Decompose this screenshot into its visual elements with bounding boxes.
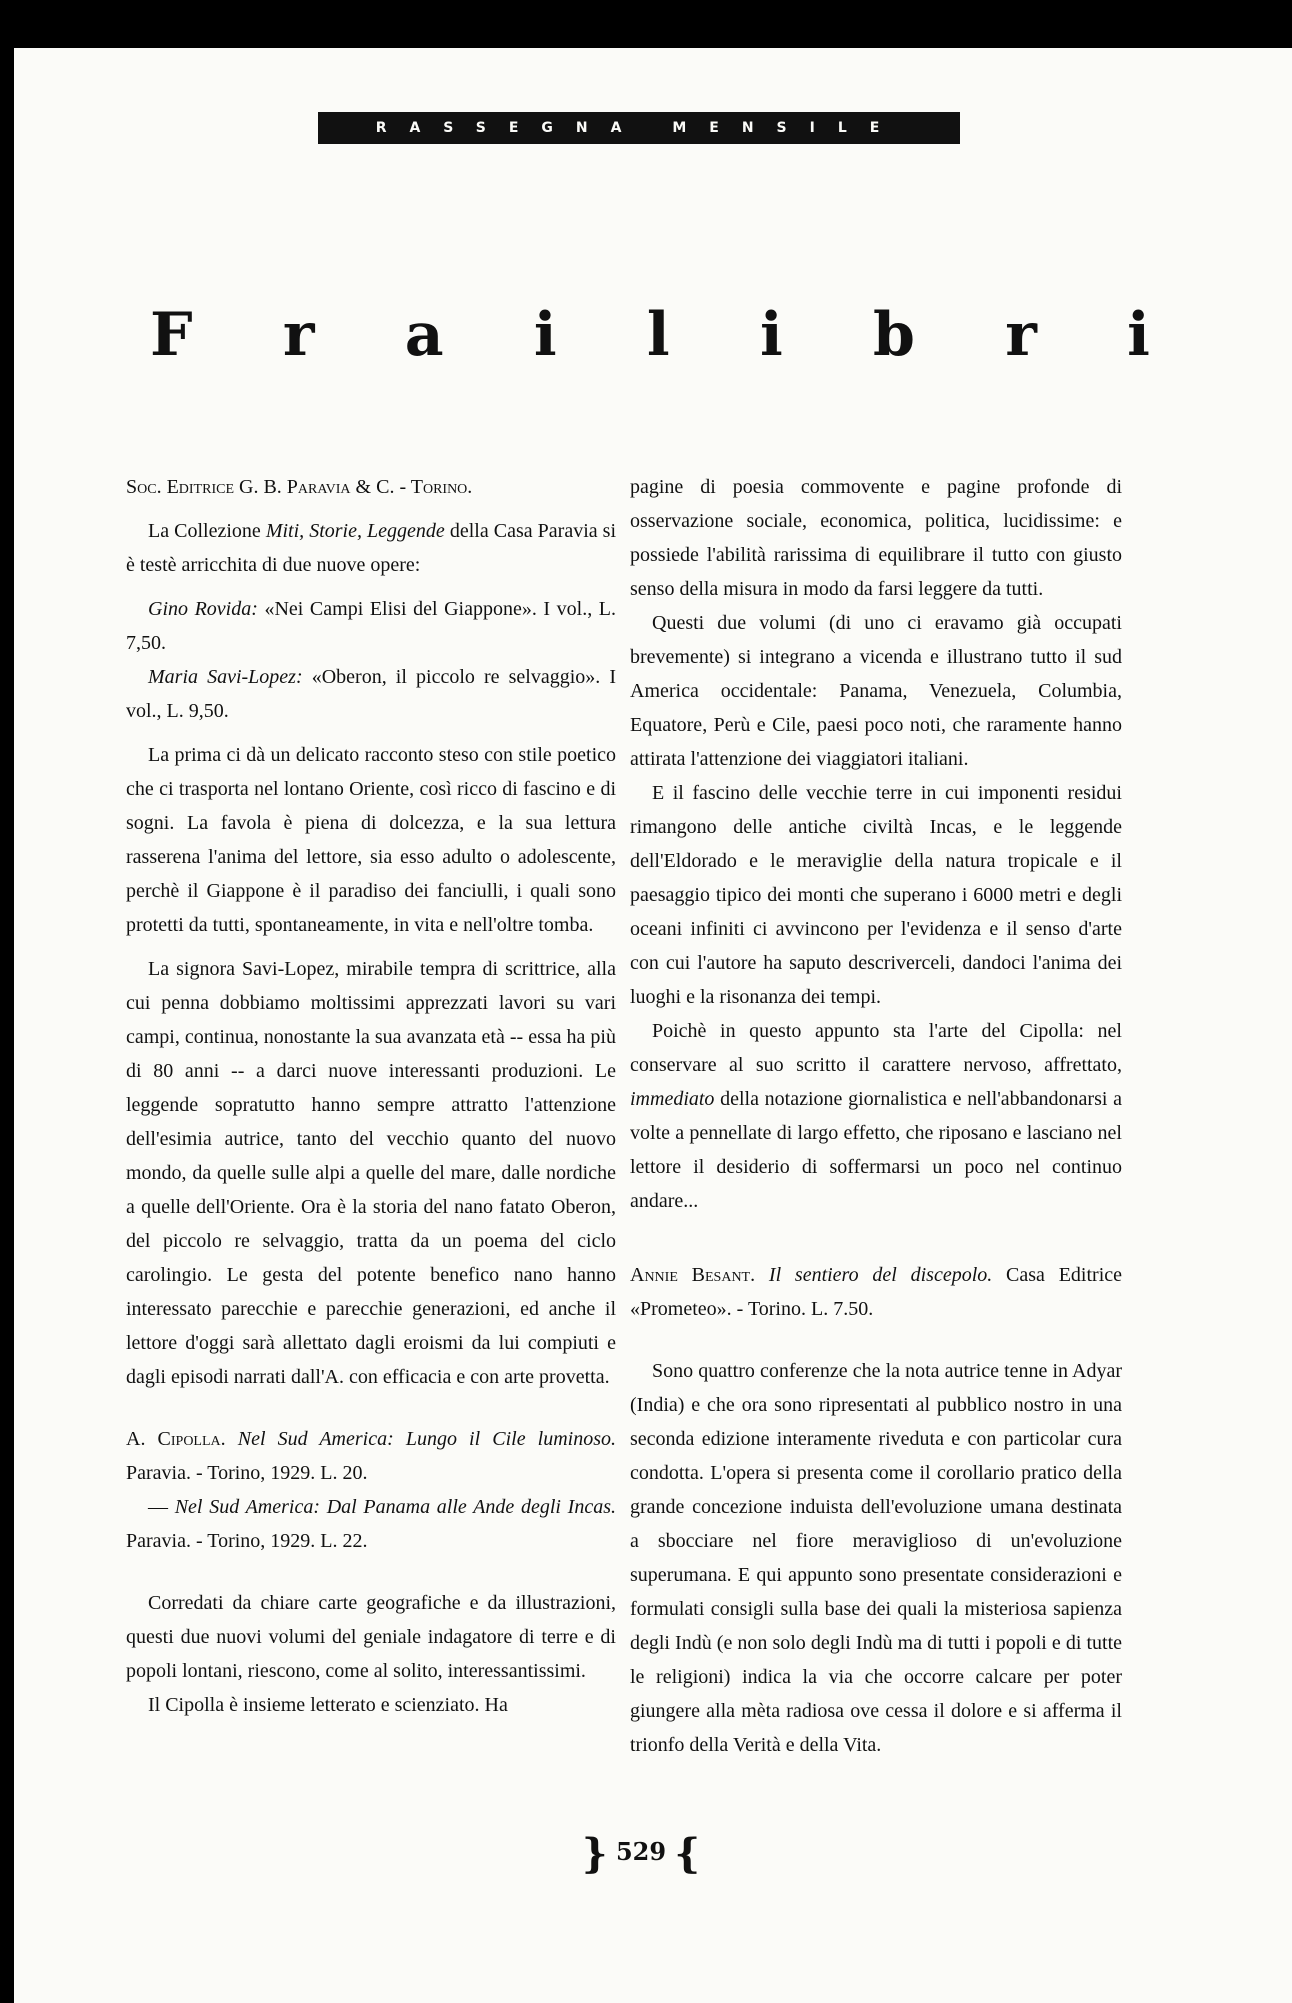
- title-letter: i: [1127, 300, 1150, 370]
- review-paragraph: [630, 1014, 1122, 1218]
- title-letter: i: [533, 300, 557, 370]
- cipolla-title: Nel Sud America: Dal Panama alle Ande degli Incas.: [174, 1496, 616, 1518]
- review-paragraph: Il Cipolla è insieme letterato e scienziato. Ha: [148, 1694, 508, 1716]
- collezione-intro-text: della Casa Paravia si è testè arricchita di due nuove opere:: [126, 520, 617, 576]
- cipolla-publisher: Paravia. - Torino, 1929. L. 22.: [126, 1530, 368, 1552]
- page-number-text: 529: [615, 1837, 667, 1866]
- review-text: Poichè in questo appunto sta l'arte del Cipolla: nel conservare al suo scritto il carattere nervoso, affrettato,: [630, 1020, 1122, 1076]
- besant-title: Il sentiero del discepolo.: [755, 1264, 993, 1286]
- besant-author: Annie Besant.: [630, 1264, 756, 1286]
- right-column: [630, 470, 1122, 1762]
- left-column: [126, 470, 616, 1722]
- title-letter: r: [282, 300, 315, 370]
- rovida-author: Gino Rovida:: [148, 598, 258, 620]
- title-letter: r: [1005, 300, 1037, 370]
- rovida-title: «Nei Campi Elisi del Giappone». I vol., L. 7,50.: [126, 598, 616, 654]
- title-letter: a: [404, 300, 444, 370]
- title-letter: b: [873, 300, 915, 370]
- title-letter: i: [759, 300, 783, 370]
- rovida-entry: [126, 592, 616, 660]
- title-letter: l: [646, 300, 670, 370]
- page-number: [566, 1830, 716, 1877]
- besant-entry: [630, 1258, 1122, 1326]
- header-band: [318, 112, 960, 144]
- title-letter: F: [150, 300, 193, 370]
- cipolla-author: A. Cipolla.: [126, 1428, 226, 1450]
- brace-ornament-left: }: [581, 1830, 608, 1877]
- collezione-intro: [126, 514, 616, 582]
- cipolla-publisher: Paravia. - Torino, 1929. L. 20.: [126, 1462, 368, 1484]
- review-paragraph: Sono quattro conferenze che la nota autrice tenne in Adyar (India) e che ora sono ripresentati al pubblico nostro in una seconda edizione interamente riveduta e con particolar cura condotta. L'opera si presenta come il corollario pratico della grande concezione induista dell'evoluzione umana destinata a sbocciare nel fiore meraviglioso di un'evoluzione superumana. E qui appunto sono presentate considerazioni e formulati consigli sulla base dei quali la misteriosa sapienza degli Indù (e non solo degli Indù ma di tutti i popoli e di tutte le religioni) indica la via che occorre calcare per poter giungere alla mèta radiosa ove cessa il dolore e si afferma il trionfo della Verità e della Vita.: [630, 1360, 1122, 1756]
- page-frame-left: [0, 0, 14, 2003]
- paravia-heading: Soc. Editrice G. B. Paravia & C. - Torino.: [126, 476, 473, 498]
- savi-title: «Oberon, il piccolo re selvaggio». I vol., L. 9,50.: [126, 666, 616, 722]
- savi-entry: [126, 660, 616, 728]
- savi-author: Maria Savi-Lopez:: [148, 666, 303, 688]
- besant-publisher: Casa Editrice «Prometeo». - Torino. L. 7.50.: [630, 1264, 1123, 1320]
- review-text: della notazione giornalistica e nell'abbandonarsi a volte a pennellate di largo effetto, che riposano e lasciano nel lettore il desiderio di soffermarsi un poco nel continuo andare...: [630, 1088, 1122, 1212]
- review-emphasis: immediato: [630, 1088, 715, 1110]
- review-paragraph: pagine di poesia commovente e pagine profonde di osservazione sociale, economica, politica, lucidissime: e possiede l'abilità rarissima di equilibrare il tutto con giusto senso della misura in modo da farsi leggere da tutti.: [630, 476, 1122, 600]
- cipolla-entry-2: [126, 1490, 616, 1558]
- cipolla-dash: —: [148, 1496, 175, 1518]
- review-paragraph: La signora Savi-Lopez, mirabile tempra di scrittrice, alla cui penna dobbiamo moltissimi apprezzati lavori su vari campi, continua, nonostante la sua avanzata età -- essa ha più di 80 anni -- a darci nuove interessanti produzioni. Le leggende sopratutto hanno sempre attratto l'attenzione dell'esimia autrice, tanto del vecchio quanto del nuovo mondo, da quelle sulle alpi a quelle del mare, dalle nordiche a quelle dell'Oriente. Ora è la storia del nano fatato Oberon, del piccolo re selvaggio, tratta da un poema del ciclo carolingio. Le gesta del potente benefico nano hanno interessato parecchie e parecchie generazioni, ed anche il lettore d'oggi sarà allettato dagli eroismi da lui compiuti e dagli episodi narrati dall'A. con efficacia e con arte provetta.: [126, 958, 616, 1388]
- page-title: [150, 300, 1150, 390]
- brace-ornament-right: {: [674, 1830, 701, 1877]
- cipolla-title: Nel Sud America: Lungo il Cile luminoso.: [225, 1428, 617, 1450]
- header-band-text: RASSEGNA MENSILE: [375, 120, 903, 136]
- collezione-intro-text: La Collezione: [148, 520, 266, 542]
- review-paragraph: E il fascino delle vecchie terre in cui imponenti residui rimangono delle antiche civiltà Incas, e le leggende dell'Eldorado e le meraviglie della natura tropicale e il paesaggio tipico dei monti che superano i 6000 metri e degli oceani infiniti ci avvincono per l'evidenza e il senso d'arte con cui l'autore ha saputo descriverceli, dandoci l'anima dei luoghi e la risonanza dei tempi.: [630, 782, 1122, 1008]
- cipolla-entry: [126, 1422, 616, 1490]
- review-paragraph: La prima ci dà un delicato racconto steso con stile poetico che ci trasporta nel lontano Oriente, così ricco di fascino e di sogni. La favola è piena di dolcezza, e la sua lettura rasserena l'anima del lettore, sia esso adulto o adolescente, perchè il Giappone è il paradiso dei fanciulli, i quali sono protetti da tutti, spontaneamente, in vita e nell'oltre tomba.: [126, 744, 616, 936]
- review-paragraph: Corredati da chiare carte geografiche e da illustrazioni, questi due nuovi volumi del geniale indagatore di terre e di popoli lontani, riescono, come al solito, interessantissimi.: [126, 1592, 616, 1682]
- collezione-series: Miti, Storie, Leggende: [265, 520, 445, 542]
- review-paragraph: Questi due volumi (di uno ci eravamo già occupati brevemente) si integrano a vicenda e illustrano tutto il sud America occidentale: Panama, Venezuela, Columbia, Equatore, Perù e Cile, paesi poco noti, che raramente hanno attirata l'attenzione dei viaggiatori italiani.: [630, 612, 1122, 770]
